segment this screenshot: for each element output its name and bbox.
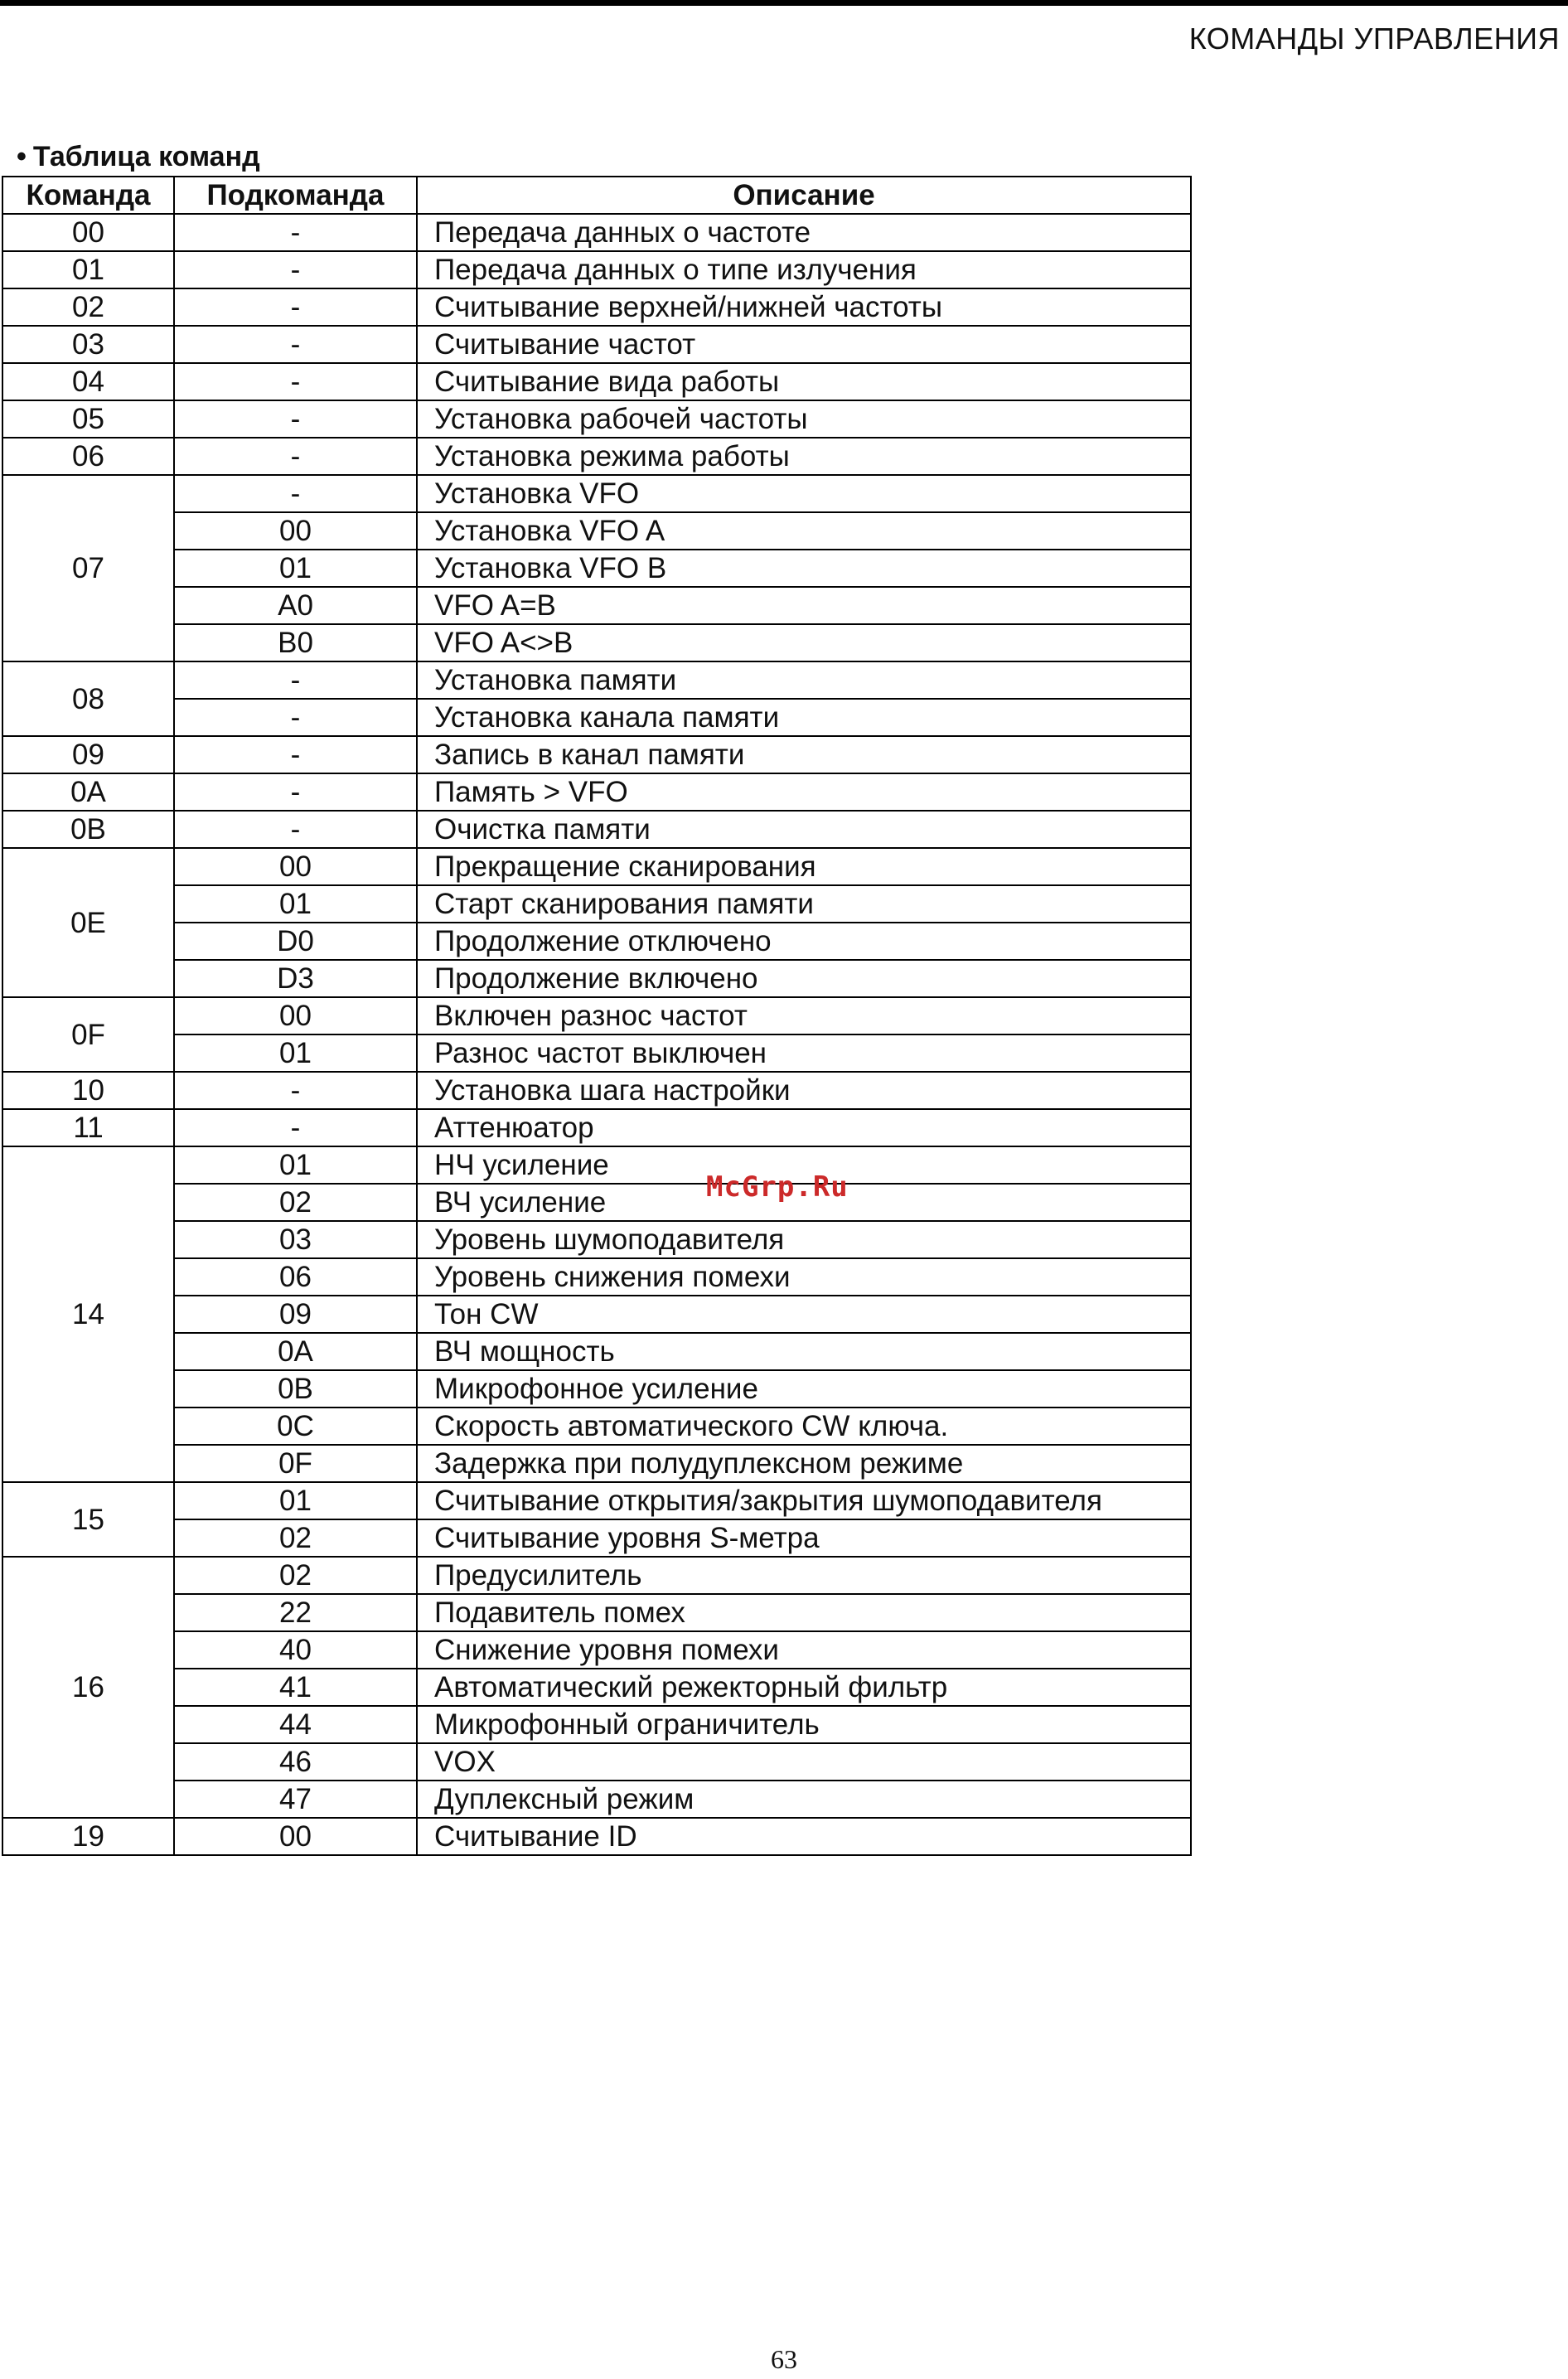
table-row [2, 550, 1191, 587]
table-row [2, 1482, 1191, 1519]
command-code: 14 [2, 1146, 174, 1482]
bullet-icon: • [17, 141, 27, 172]
subcommand-code: - [174, 326, 417, 363]
table-row [2, 363, 1191, 400]
command-code: 0E [2, 848, 174, 997]
subcommand-code: - [174, 811, 417, 848]
command-code: 0A [2, 773, 174, 811]
table-row [2, 1557, 1191, 1594]
command-code: 09 [2, 736, 174, 773]
subcommand-code: 0A [174, 1333, 417, 1370]
subcommand-code: D3 [174, 960, 417, 997]
command-code: 03 [2, 326, 174, 363]
watermark: McGrp.Ru [706, 1170, 849, 1204]
command-description: Тон CW [417, 1296, 1191, 1333]
subcommand-code: 01 [174, 1034, 417, 1072]
table-row [2, 288, 1191, 326]
table-row [2, 1743, 1191, 1781]
command-description: Установка VFO B [417, 550, 1191, 587]
command-description: Предусилитель [417, 1557, 1191, 1594]
table-row [2, 736, 1191, 773]
subcommand-code: - [174, 214, 417, 251]
table-row [2, 251, 1191, 288]
column-header-description: Описание [417, 177, 1191, 214]
command-code: 19 [2, 1818, 174, 1855]
command-description: Считывание уровня S-метра [417, 1519, 1191, 1557]
subcommand-code: 01 [174, 1482, 417, 1519]
subcommand-code: 46 [174, 1743, 417, 1781]
subcommand-code: 41 [174, 1669, 417, 1706]
subcommand-code: - [174, 1109, 417, 1146]
command-description: ВЧ мощность [417, 1333, 1191, 1370]
subcommand-code: A0 [174, 587, 417, 624]
command-code: 00 [2, 214, 174, 251]
top-rule [0, 0, 1568, 6]
subcommand-code: 02 [174, 1557, 417, 1594]
subcommand-code: 47 [174, 1781, 417, 1818]
subcommand-code: - [174, 773, 417, 811]
subcommand-code: 0F [174, 1445, 417, 1482]
table-header-row [2, 177, 1191, 214]
subcommand-code: 40 [174, 1631, 417, 1669]
table-row [2, 214, 1191, 251]
table-row [2, 1818, 1191, 1855]
table-row [2, 512, 1191, 550]
subcommand-code: - [174, 438, 417, 475]
page-number: 63 [771, 2344, 797, 2374]
subcommand-code: 0B [174, 1370, 417, 1408]
command-description: Передача данных о частоте [417, 214, 1191, 251]
table-row [2, 1034, 1191, 1072]
command-table [2, 176, 1192, 1856]
subcommand-code: 00 [174, 997, 417, 1034]
command-description: Считывание вида работы [417, 363, 1191, 400]
subcommand-code: - [174, 1072, 417, 1109]
table-row [2, 1781, 1191, 1818]
table-row [2, 1408, 1191, 1445]
table-row [2, 997, 1191, 1034]
command-description: VFO A<>B [417, 624, 1191, 661]
table-row [2, 1072, 1191, 1109]
command-description: Установка VFO [417, 475, 1191, 512]
table-row [2, 400, 1191, 438]
table-row [2, 923, 1191, 960]
table-row [2, 1445, 1191, 1482]
command-code: 07 [2, 475, 174, 661]
command-description: Считывание ID [417, 1818, 1191, 1855]
table-row [2, 1669, 1191, 1706]
table-caption-text: Таблица команд [32, 141, 260, 172]
subcommand-code: 22 [174, 1594, 417, 1631]
subcommand-code: - [174, 475, 417, 512]
section-title: КОМАНДЫ УПРАВЛЕНИЯ [1188, 22, 1560, 56]
subcommand-code: - [174, 699, 417, 736]
command-description: Дуплексный режим [417, 1781, 1191, 1818]
command-description: Уровень снижения помехи [417, 1258, 1191, 1296]
command-description: Установка режима работы [417, 438, 1191, 475]
table-row [2, 1146, 1191, 1184]
command-code: 08 [2, 661, 174, 736]
command-description: ВЧ усиление [417, 1184, 1191, 1221]
subcommand-code: 09 [174, 1296, 417, 1333]
table-row [2, 773, 1191, 811]
table-row [2, 811, 1191, 848]
subcommand-code: - [174, 288, 417, 326]
command-description: Продолжение включено [417, 960, 1191, 997]
table-row [2, 1296, 1191, 1333]
subcommand-code: 00 [174, 848, 417, 885]
command-description: Разнос частот выключен [417, 1034, 1191, 1072]
command-description: Микрофонный ограничитель [417, 1706, 1191, 1743]
table-row [2, 624, 1191, 661]
command-code: 10 [2, 1072, 174, 1109]
command-description: Подавитель помех [417, 1594, 1191, 1631]
subcommand-code: - [174, 736, 417, 773]
subcommand-code: 02 [174, 1519, 417, 1557]
subcommand-code: - [174, 251, 417, 288]
subcommand-code: 0C [174, 1408, 417, 1445]
command-description: Задержка при полудуплексном режиме [417, 1445, 1191, 1482]
command-description: Скорость автоматического CW ключа. [417, 1408, 1191, 1445]
table-row [2, 587, 1191, 624]
table-row [2, 1109, 1191, 1146]
command-description: Установка памяти [417, 661, 1191, 699]
table-row [2, 1519, 1191, 1557]
subcommand-code: - [174, 661, 417, 699]
command-description: Очистка памяти [417, 811, 1191, 848]
table-row [2, 1184, 1191, 1221]
command-description: Установка канала памяти [417, 699, 1191, 736]
table-row [2, 661, 1191, 699]
table-row [2, 885, 1191, 923]
subcommand-code: D0 [174, 923, 417, 960]
subcommand-code: 02 [174, 1184, 417, 1221]
command-description: Микрофонное усиление [417, 1370, 1191, 1408]
command-description: Автоматический режекторный фильтр [417, 1669, 1191, 1706]
command-description: VOX [417, 1743, 1191, 1781]
column-header-subcommand: Подкоманда [174, 177, 417, 214]
command-description: Считывание частот [417, 326, 1191, 363]
command-code: 01 [2, 251, 174, 288]
subcommand-code: 00 [174, 1818, 417, 1855]
table-row [2, 1258, 1191, 1296]
table-row [2, 1594, 1191, 1631]
command-description: Считывание открытия/закрытия шумоподавителя [417, 1482, 1191, 1519]
subcommand-code: 03 [174, 1221, 417, 1258]
subcommand-code: 01 [174, 550, 417, 587]
table-row [2, 1370, 1191, 1408]
subcommand-code: - [174, 363, 417, 400]
command-description: Старт сканирования памяти [417, 885, 1191, 923]
command-description: Снижение уровня помехи [417, 1631, 1191, 1669]
command-code: 02 [2, 288, 174, 326]
table-row [2, 326, 1191, 363]
command-description: Установка рабочей частоты [417, 400, 1191, 438]
subcommand-code: B0 [174, 624, 417, 661]
command-code: 05 [2, 400, 174, 438]
command-description: Установка шага настройки [417, 1072, 1191, 1109]
command-description: Передача данных о типе излучения [417, 251, 1191, 288]
subcommand-code: 01 [174, 885, 417, 923]
command-description: Установка VFO A [417, 512, 1191, 550]
table-row [2, 960, 1191, 997]
table-row [2, 848, 1191, 885]
table-body [2, 214, 1191, 1855]
command-code: 06 [2, 438, 174, 475]
command-code: 0F [2, 997, 174, 1072]
subcommand-code: 00 [174, 512, 417, 550]
subcommand-code: - [174, 400, 417, 438]
command-description: Прекращение сканирования [417, 848, 1191, 885]
table-row [2, 1333, 1191, 1370]
command-code: 15 [2, 1482, 174, 1557]
subcommand-code: 44 [174, 1706, 417, 1743]
command-description: НЧ усиление [417, 1146, 1191, 1184]
command-description: Аттенюатор [417, 1109, 1191, 1146]
table-row [2, 1706, 1191, 1743]
command-description: VFO A=B [417, 587, 1191, 624]
table-row [2, 1631, 1191, 1669]
table-row [2, 475, 1191, 512]
command-code: 0B [2, 811, 174, 848]
command-code: 04 [2, 363, 174, 400]
table-row [2, 1221, 1191, 1258]
command-description: Память > VFO [417, 773, 1191, 811]
table-row [2, 699, 1191, 736]
table-row [2, 438, 1191, 475]
command-description: Уровень шумоподавителя [417, 1221, 1191, 1258]
command-code: 16 [2, 1557, 174, 1818]
table-caption [17, 141, 260, 173]
command-description: Включен разнос частот [417, 997, 1191, 1034]
command-code: 11 [2, 1109, 174, 1146]
column-header-command: Команда [2, 177, 174, 214]
command-description: Запись в канал памяти [417, 736, 1191, 773]
command-description: Считывание верхней/нижней частоты [417, 288, 1191, 326]
command-description: Продолжение отключено [417, 923, 1191, 960]
subcommand-code: 06 [174, 1258, 417, 1296]
subcommand-code: 01 [174, 1146, 417, 1184]
